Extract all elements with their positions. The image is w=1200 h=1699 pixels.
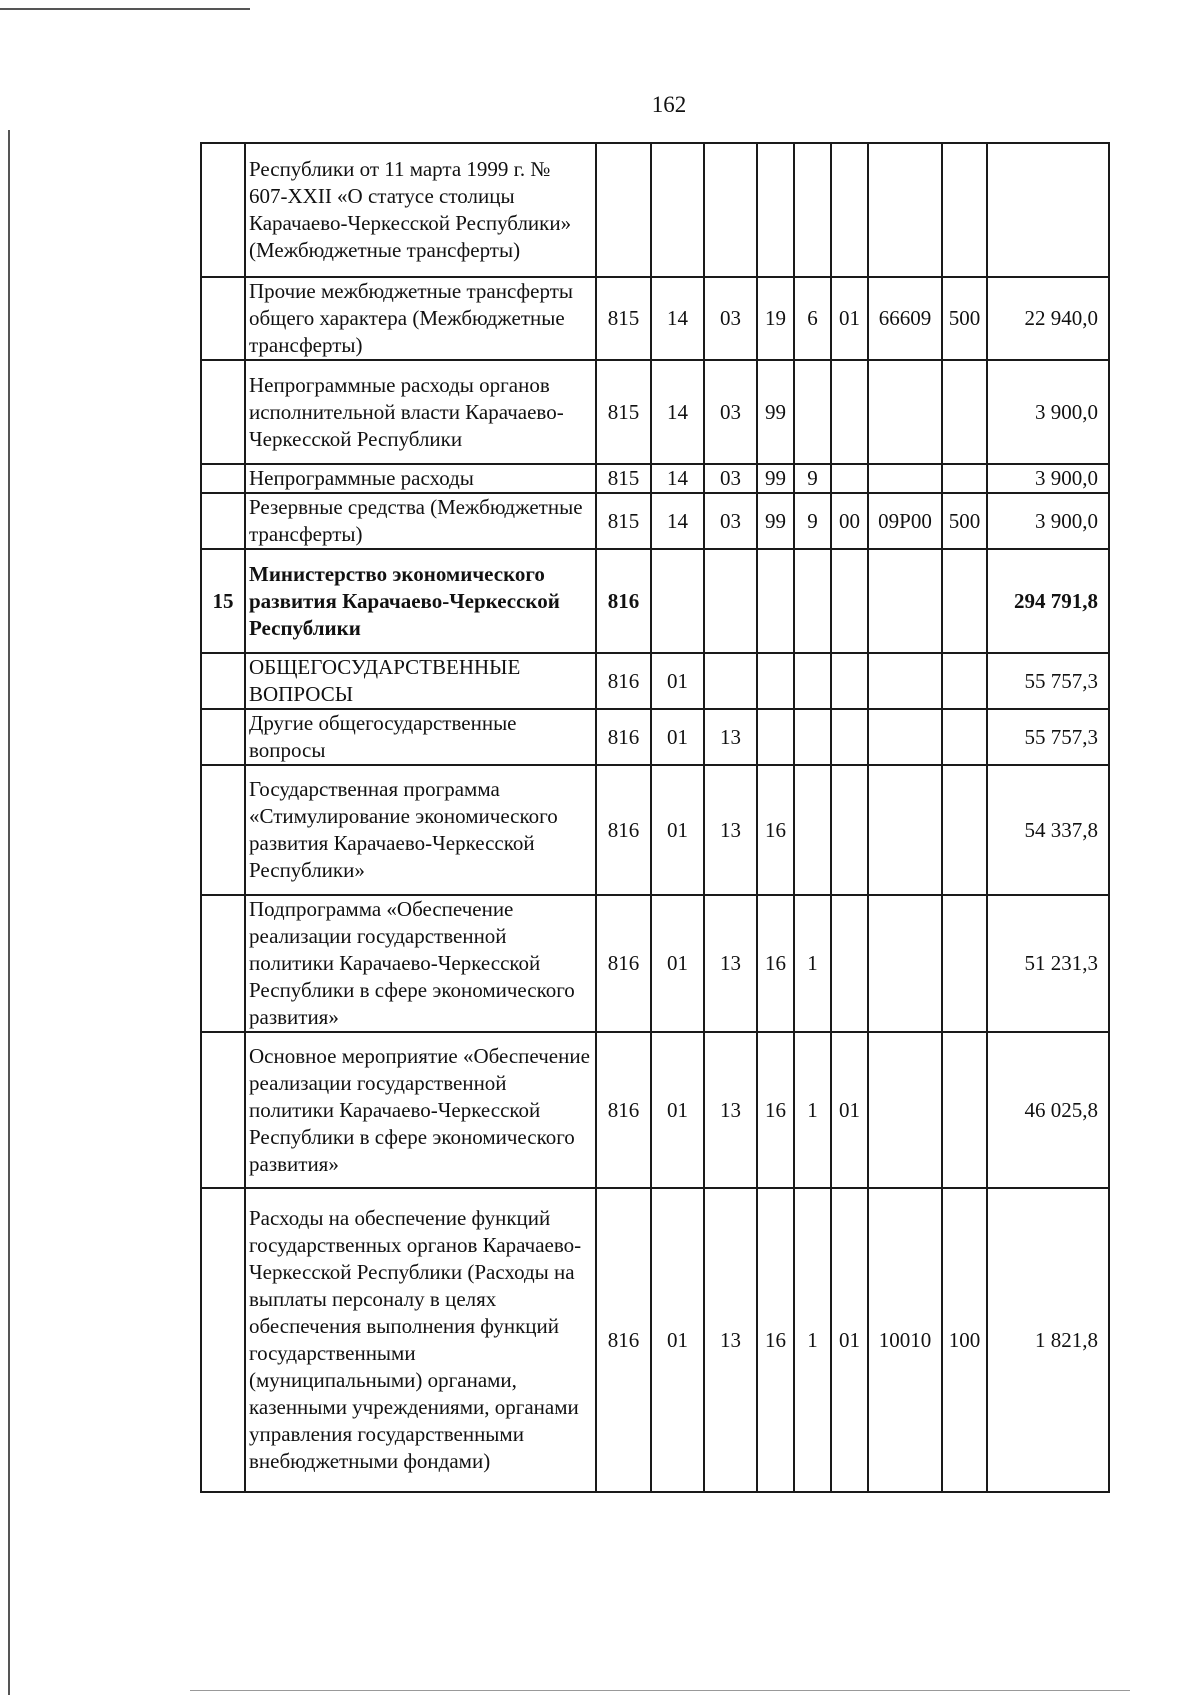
row-prog: 99 <box>757 360 794 464</box>
row-number <box>201 895 245 1032</box>
row-napr <box>868 765 942 895</box>
row-number <box>201 143 245 277</box>
row-vr: 100 <box>942 1188 987 1492</box>
row-vr: 500 <box>942 277 987 360</box>
table-row <box>201 653 1109 709</box>
table-row <box>201 765 1109 895</box>
row-prog: 16 <box>757 1188 794 1492</box>
row-sub <box>794 360 831 464</box>
scan-line-bottom <box>190 1690 1130 1691</box>
row-vr <box>942 709 987 765</box>
row-number <box>201 765 245 895</box>
row-name: Республики от 11 марта 1999 г. № 607-XXII «О статусе столицы Карачаево-Черкесской Республики» (Межбюджетные трансферты) <box>245 143 596 277</box>
row-sum: 3 900,0 <box>987 464 1109 493</box>
row-osn: 01 <box>831 1188 868 1492</box>
row-sum <box>987 143 1109 277</box>
row-sum: 1 821,8 <box>987 1188 1109 1492</box>
row-rz: 01 <box>651 1188 704 1492</box>
table-row <box>201 360 1109 464</box>
scan-line-top <box>0 8 250 10</box>
row-pr: 13 <box>704 895 757 1032</box>
row-number <box>201 709 245 765</box>
row-sum: 54 337,8 <box>987 765 1109 895</box>
row-prog <box>757 653 794 709</box>
row-osn <box>831 765 868 895</box>
row-sum: 294 791,8 <box>987 549 1109 653</box>
row-ved: 816 <box>596 895 651 1032</box>
row-rz: 14 <box>651 360 704 464</box>
row-sub <box>794 549 831 653</box>
row-rz: 14 <box>651 464 704 493</box>
row-number <box>201 277 245 360</box>
row-osn <box>831 360 868 464</box>
row-ved: 815 <box>596 277 651 360</box>
row-number <box>201 464 245 493</box>
row-sum: 55 757,3 <box>987 653 1109 709</box>
row-prog <box>757 143 794 277</box>
row-prog: 99 <box>757 493 794 549</box>
row-name: ОБЩЕГОСУДАРСТВЕННЫЕ ВОПРОСЫ <box>245 653 596 709</box>
row-ved: 816 <box>596 653 651 709</box>
row-pr: 03 <box>704 277 757 360</box>
row-pr: 13 <box>704 1188 757 1492</box>
row-sum: 3 900,0 <box>987 493 1109 549</box>
row-prog: 19 <box>757 277 794 360</box>
row-sum: 3 900,0 <box>987 360 1109 464</box>
row-vr <box>942 143 987 277</box>
row-name: Основное мероприятие «Обеспечение реализации государственной политики Карачаево-Черкесской Республики в сфере экономического развития» <box>245 1032 596 1188</box>
row-vr <box>942 765 987 895</box>
table-row <box>201 464 1109 493</box>
row-name: Подпрограмма «Обеспечение реализации государственной политики Карачаево-Черкесской Республики в сфере экономического развития» <box>245 895 596 1032</box>
row-number <box>201 1188 245 1492</box>
row-prog: 16 <box>757 765 794 895</box>
row-rz: 01 <box>651 765 704 895</box>
row-rz: 01 <box>651 1032 704 1188</box>
row-sub: 1 <box>794 895 831 1032</box>
row-rz: 14 <box>651 277 704 360</box>
row-pr: 13 <box>704 765 757 895</box>
table-row <box>201 1188 1109 1492</box>
row-vr <box>942 895 987 1032</box>
row-pr: 13 <box>704 1032 757 1188</box>
row-sub: 9 <box>794 493 831 549</box>
row-pr <box>704 143 757 277</box>
row-ved: 815 <box>596 464 651 493</box>
row-osn <box>831 464 868 493</box>
row-napr: 66609 <box>868 277 942 360</box>
row-ved: 816 <box>596 549 651 653</box>
row-napr <box>868 464 942 493</box>
row-osn <box>831 895 868 1032</box>
row-sub <box>794 765 831 895</box>
row-osn <box>831 653 868 709</box>
row-sub: 6 <box>794 277 831 360</box>
table-row <box>201 895 1109 1032</box>
row-ved: 816 <box>596 765 651 895</box>
row-sum: 22 940,0 <box>987 277 1109 360</box>
row-sum: 55 757,3 <box>987 709 1109 765</box>
row-ved: 816 <box>596 1032 651 1188</box>
table-row <box>201 143 1109 277</box>
row-osn: 00 <box>831 493 868 549</box>
row-name: Непрограммные расходы органов исполнительной власти Карачаево-Черкесской Республики <box>245 360 596 464</box>
row-napr <box>868 360 942 464</box>
row-ved <box>596 143 651 277</box>
row-pr <box>704 549 757 653</box>
row-pr: 03 <box>704 493 757 549</box>
row-rz: 01 <box>651 653 704 709</box>
row-napr <box>868 653 942 709</box>
row-sub: 9 <box>794 464 831 493</box>
row-sub <box>794 709 831 765</box>
row-name: Непрограммные расходы <box>245 464 596 493</box>
row-name: Расходы на обеспечение функций государственных органов Карачаево-Черкесской Республики (Расходы на выплаты персоналу в целях обеспечения выполнения функций государственными (муниципальными) органами, казенными учреждениями, органами управления государственными внебюджетными фондами) <box>245 1188 596 1492</box>
table-row <box>201 277 1109 360</box>
row-number: 15 <box>201 549 245 653</box>
row-ved: 816 <box>596 1188 651 1492</box>
row-vr <box>942 1032 987 1188</box>
row-napr: 10010 <box>868 1188 942 1492</box>
row-osn <box>831 549 868 653</box>
row-napr <box>868 143 942 277</box>
row-pr: 13 <box>704 709 757 765</box>
row-prog: 16 <box>757 895 794 1032</box>
row-napr <box>868 1032 942 1188</box>
row-rz: 14 <box>651 493 704 549</box>
row-vr <box>942 653 987 709</box>
page-number: 162 <box>651 92 687 117</box>
row-number <box>201 493 245 549</box>
row-vr <box>942 360 987 464</box>
row-vr <box>942 549 987 653</box>
row-prog: 99 <box>757 464 794 493</box>
row-sub: 1 <box>794 1188 831 1492</box>
row-sum: 51 231,3 <box>987 895 1109 1032</box>
scan-line-left <box>8 130 10 1695</box>
row-osn: 01 <box>831 277 868 360</box>
row-pr <box>704 653 757 709</box>
budget-table <box>200 142 1110 1493</box>
row-ved: 815 <box>596 493 651 549</box>
row-osn: 01 <box>831 1032 868 1188</box>
row-rz: 01 <box>651 895 704 1032</box>
table-row <box>201 1032 1109 1188</box>
row-number <box>201 360 245 464</box>
row-prog: 16 <box>757 1032 794 1188</box>
row-name: Государственная программа «Стимулирование экономического развития Карачаево-Черкесской Республики» <box>245 765 596 895</box>
row-name: Другие общегосударственные вопросы <box>245 709 596 765</box>
row-vr <box>942 464 987 493</box>
row-napr: 09Р00 <box>868 493 942 549</box>
row-osn <box>831 143 868 277</box>
table-body <box>201 143 1109 1492</box>
row-napr <box>868 549 942 653</box>
row-prog <box>757 549 794 653</box>
row-osn <box>831 709 868 765</box>
row-sub <box>794 143 831 277</box>
row-ved: 816 <box>596 709 651 765</box>
row-prog <box>757 709 794 765</box>
row-napr <box>868 709 942 765</box>
table-row <box>201 493 1109 549</box>
row-napr <box>868 895 942 1032</box>
row-rz: 01 <box>651 709 704 765</box>
row-name: Министерство экономического развития Карачаево-Черкесской Республики <box>245 549 596 653</box>
row-number <box>201 1032 245 1188</box>
row-pr: 03 <box>704 464 757 493</box>
row-number <box>201 653 245 709</box>
row-rz <box>651 143 704 277</box>
row-vr: 500 <box>942 493 987 549</box>
row-name: Прочие межбюджетные трансферты общего характера (Межбюджетные трансферты) <box>245 277 596 360</box>
row-rz <box>651 549 704 653</box>
row-name: Резервные средства (Межбюджетные трансферты) <box>245 493 596 549</box>
row-sum: 46 025,8 <box>987 1032 1109 1188</box>
row-pr: 03 <box>704 360 757 464</box>
row-sub: 1 <box>794 1032 831 1188</box>
table-row <box>201 549 1109 653</box>
table-row <box>201 709 1109 765</box>
row-sub <box>794 653 831 709</box>
row-ved: 815 <box>596 360 651 464</box>
